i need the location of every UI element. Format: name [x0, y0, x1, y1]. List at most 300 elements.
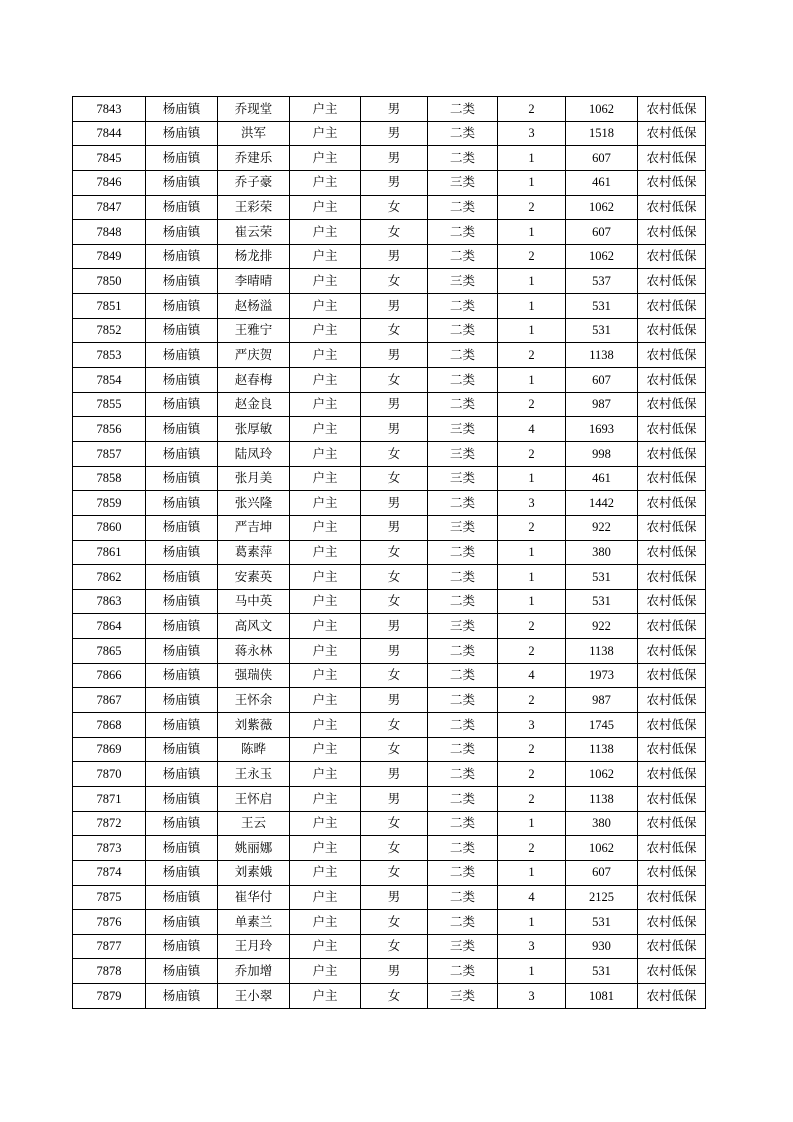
relation-cell: 户主 [290, 170, 361, 195]
record-number-cell: 7851 [73, 294, 146, 319]
gender-cell: 女 [361, 195, 428, 220]
name-cell: 乔子豪 [218, 170, 290, 195]
assistance-type-cell: 农村低保 [638, 417, 706, 442]
household-size-cell: 3 [498, 713, 566, 738]
table-row [73, 589, 706, 614]
name-cell: 赵金良 [218, 392, 290, 417]
relation-cell: 户主 [290, 860, 361, 885]
town-cell: 杨庙镇 [146, 195, 218, 220]
assistance-type-cell: 农村低保 [638, 244, 706, 269]
amount-cell: 1973 [566, 663, 638, 688]
name-cell: 乔建乐 [218, 146, 290, 171]
assistance-type-cell: 农村低保 [638, 220, 706, 245]
household-size-cell: 4 [498, 663, 566, 688]
gender-cell: 男 [361, 417, 428, 442]
amount-cell: 1062 [566, 97, 638, 122]
town-cell: 杨庙镇 [146, 639, 218, 664]
household-size-cell: 2 [498, 836, 566, 861]
town-cell: 杨庙镇 [146, 565, 218, 590]
amount-cell: 607 [566, 368, 638, 393]
relation-cell: 户主 [290, 811, 361, 836]
town-cell: 杨庙镇 [146, 121, 218, 146]
household-size-cell: 1 [498, 589, 566, 614]
town-cell: 杨庙镇 [146, 910, 218, 935]
amount-cell: 607 [566, 860, 638, 885]
amount-cell: 1138 [566, 737, 638, 762]
relation-cell: 户主 [290, 934, 361, 959]
town-cell: 杨庙镇 [146, 663, 218, 688]
gender-cell: 女 [361, 663, 428, 688]
name-cell: 蒋永林 [218, 639, 290, 664]
name-cell: 强瑞侠 [218, 663, 290, 688]
assistance-type-cell: 农村低保 [638, 589, 706, 614]
assistance-type-cell: 农村低保 [638, 269, 706, 294]
record-number-cell: 7873 [73, 836, 146, 861]
gender-cell: 女 [361, 220, 428, 245]
table-row [73, 934, 706, 959]
assistance-type-cell: 农村低保 [638, 368, 706, 393]
assistance-type-cell: 农村低保 [638, 491, 706, 516]
amount-cell: 531 [566, 318, 638, 343]
record-number-cell: 7879 [73, 984, 146, 1009]
category-cell: 二类 [428, 244, 498, 269]
table-row [73, 343, 706, 368]
gender-cell: 男 [361, 121, 428, 146]
household-size-cell: 1 [498, 811, 566, 836]
amount-cell: 380 [566, 811, 638, 836]
gender-cell: 女 [361, 984, 428, 1009]
assistance-type-cell: 农村低保 [638, 614, 706, 639]
gender-cell: 女 [361, 368, 428, 393]
household-size-cell: 1 [498, 540, 566, 565]
gender-cell: 女 [361, 318, 428, 343]
gender-cell: 男 [361, 688, 428, 713]
assistance-type-cell: 农村低保 [638, 294, 706, 319]
category-cell: 三类 [428, 269, 498, 294]
town-cell: 杨庙镇 [146, 688, 218, 713]
relation-cell: 户主 [290, 910, 361, 935]
name-cell: 崔云荣 [218, 220, 290, 245]
name-cell: 李晴晴 [218, 269, 290, 294]
amount-cell: 531 [566, 959, 638, 984]
household-size-cell: 2 [498, 97, 566, 122]
household-size-cell: 2 [498, 195, 566, 220]
town-cell: 杨庙镇 [146, 491, 218, 516]
household-size-cell: 2 [498, 392, 566, 417]
gender-cell: 女 [361, 910, 428, 935]
table-row [73, 639, 706, 664]
household-size-cell: 3 [498, 934, 566, 959]
category-cell: 三类 [428, 984, 498, 1009]
name-cell: 王彩荣 [218, 195, 290, 220]
assistance-type-cell: 农村低保 [638, 737, 706, 762]
town-cell: 杨庙镇 [146, 294, 218, 319]
amount-cell: 1745 [566, 713, 638, 738]
amount-cell: 1693 [566, 417, 638, 442]
relation-cell: 户主 [290, 220, 361, 245]
town-cell: 杨庙镇 [146, 713, 218, 738]
category-cell: 三类 [428, 466, 498, 491]
household-size-cell: 1 [498, 368, 566, 393]
relation-cell: 户主 [290, 466, 361, 491]
relation-cell: 户主 [290, 195, 361, 220]
amount-cell: 1442 [566, 491, 638, 516]
table-row [73, 417, 706, 442]
relation-cell: 户主 [290, 318, 361, 343]
amount-cell: 922 [566, 614, 638, 639]
table-row [73, 170, 706, 195]
record-number-cell: 7868 [73, 713, 146, 738]
household-size-cell: 2 [498, 762, 566, 787]
name-cell: 高风文 [218, 614, 290, 639]
category-cell: 二类 [428, 97, 498, 122]
record-number-cell: 7864 [73, 614, 146, 639]
table-row [73, 515, 706, 540]
relation-cell: 户主 [290, 294, 361, 319]
gender-cell: 男 [361, 244, 428, 269]
assistance-type-cell: 农村低保 [638, 984, 706, 1009]
assistance-type-cell: 农村低保 [638, 959, 706, 984]
household-size-cell: 1 [498, 959, 566, 984]
amount-cell: 380 [566, 540, 638, 565]
record-number-cell: 7845 [73, 146, 146, 171]
record-number-cell: 7848 [73, 220, 146, 245]
record-number-cell: 7866 [73, 663, 146, 688]
relation-cell: 户主 [290, 146, 361, 171]
record-number-cell: 7847 [73, 195, 146, 220]
category-cell: 二类 [428, 195, 498, 220]
category-cell: 二类 [428, 589, 498, 614]
town-cell: 杨庙镇 [146, 244, 218, 269]
household-size-cell: 1 [498, 294, 566, 319]
gender-cell: 女 [361, 269, 428, 294]
name-cell: 刘素娥 [218, 860, 290, 885]
record-number-cell: 7855 [73, 392, 146, 417]
household-size-cell: 1 [498, 466, 566, 491]
name-cell: 安素英 [218, 565, 290, 590]
amount-cell: 1138 [566, 343, 638, 368]
assistance-type-cell: 农村低保 [638, 713, 706, 738]
record-number-cell: 7874 [73, 860, 146, 885]
category-cell: 二类 [428, 762, 498, 787]
town-cell: 杨庙镇 [146, 97, 218, 122]
gender-cell: 男 [361, 491, 428, 516]
name-cell: 王小翠 [218, 984, 290, 1009]
name-cell: 赵春梅 [218, 368, 290, 393]
record-number-cell: 7871 [73, 786, 146, 811]
town-cell: 杨庙镇 [146, 392, 218, 417]
name-cell: 单素兰 [218, 910, 290, 935]
gender-cell: 男 [361, 294, 428, 319]
amount-cell: 461 [566, 466, 638, 491]
amount-cell: 998 [566, 441, 638, 466]
category-cell: 二类 [428, 121, 498, 146]
assistance-type-cell: 农村低保 [638, 343, 706, 368]
table-row [73, 762, 706, 787]
amount-cell: 1518 [566, 121, 638, 146]
assistance-type-cell: 农村低保 [638, 885, 706, 910]
assistance-type-cell: 农村低保 [638, 195, 706, 220]
town-cell: 杨庙镇 [146, 885, 218, 910]
category-cell: 二类 [428, 811, 498, 836]
category-cell: 二类 [428, 318, 498, 343]
relation-cell: 户主 [290, 762, 361, 787]
gender-cell: 女 [361, 466, 428, 491]
table-row [73, 984, 706, 1009]
table-row [73, 737, 706, 762]
category-cell: 二类 [428, 368, 498, 393]
record-number-cell: 7869 [73, 737, 146, 762]
amount-cell: 922 [566, 515, 638, 540]
town-cell: 杨庙镇 [146, 515, 218, 540]
table-row [73, 860, 706, 885]
assistance-type-cell: 农村低保 [638, 146, 706, 171]
name-cell: 崔华付 [218, 885, 290, 910]
town-cell: 杨庙镇 [146, 811, 218, 836]
town-cell: 杨庙镇 [146, 614, 218, 639]
category-cell: 三类 [428, 170, 498, 195]
town-cell: 杨庙镇 [146, 269, 218, 294]
record-number-cell: 7870 [73, 762, 146, 787]
table-row [73, 466, 706, 491]
gender-cell: 男 [361, 392, 428, 417]
gender-cell: 女 [361, 811, 428, 836]
household-size-cell: 3 [498, 491, 566, 516]
assistance-type-cell: 农村低保 [638, 540, 706, 565]
relation-cell: 户主 [290, 984, 361, 1009]
assistance-type-cell: 农村低保 [638, 170, 706, 195]
relation-cell: 户主 [290, 836, 361, 861]
relation-cell: 户主 [290, 663, 361, 688]
town-cell: 杨庙镇 [146, 540, 218, 565]
town-cell: 杨庙镇 [146, 343, 218, 368]
record-number-cell: 7859 [73, 491, 146, 516]
record-number-cell: 7877 [73, 934, 146, 959]
amount-cell: 531 [566, 589, 638, 614]
amount-cell: 531 [566, 294, 638, 319]
category-cell: 二类 [428, 392, 498, 417]
household-size-cell: 1 [498, 318, 566, 343]
record-number-cell: 7875 [73, 885, 146, 910]
name-cell: 王雅宁 [218, 318, 290, 343]
record-number-cell: 7857 [73, 441, 146, 466]
category-cell: 二类 [428, 688, 498, 713]
category-cell: 二类 [428, 910, 498, 935]
table-row [73, 269, 706, 294]
record-number-cell: 7863 [73, 589, 146, 614]
amount-cell: 461 [566, 170, 638, 195]
table-row [73, 885, 706, 910]
relation-cell: 户主 [290, 244, 361, 269]
gender-cell: 男 [361, 614, 428, 639]
town-cell: 杨庙镇 [146, 786, 218, 811]
town-cell: 杨庙镇 [146, 466, 218, 491]
table-row [73, 959, 706, 984]
town-cell: 杨庙镇 [146, 836, 218, 861]
table-row [73, 688, 706, 713]
table-row [73, 910, 706, 935]
town-cell: 杨庙镇 [146, 589, 218, 614]
assistance-type-cell: 农村低保 [638, 565, 706, 590]
name-cell: 杨龙排 [218, 244, 290, 269]
record-number-cell: 7872 [73, 811, 146, 836]
name-cell: 陈晔 [218, 737, 290, 762]
amount-cell: 537 [566, 269, 638, 294]
record-number-cell: 7876 [73, 910, 146, 935]
relation-cell: 户主 [290, 491, 361, 516]
category-cell: 二类 [428, 565, 498, 590]
record-number-cell: 7878 [73, 959, 146, 984]
category-cell: 二类 [428, 860, 498, 885]
household-size-cell: 1 [498, 170, 566, 195]
table-row [73, 811, 706, 836]
relation-cell: 户主 [290, 614, 361, 639]
relation-cell: 户主 [290, 441, 361, 466]
household-size-cell: 1 [498, 860, 566, 885]
table-row [73, 491, 706, 516]
table-row [73, 786, 706, 811]
gender-cell: 女 [361, 836, 428, 861]
gender-cell: 女 [361, 737, 428, 762]
record-number-cell: 7850 [73, 269, 146, 294]
table-row [73, 368, 706, 393]
amount-cell: 987 [566, 688, 638, 713]
record-number-cell: 7860 [73, 515, 146, 540]
assistance-type-cell: 农村低保 [638, 786, 706, 811]
amount-cell: 531 [566, 565, 638, 590]
relation-cell: 户主 [290, 392, 361, 417]
record-number-cell: 7844 [73, 121, 146, 146]
assistance-type-cell: 农村低保 [638, 910, 706, 935]
gender-cell: 男 [361, 639, 428, 664]
town-cell: 杨庙镇 [146, 737, 218, 762]
assistance-type-cell: 农村低保 [638, 811, 706, 836]
table-row [73, 565, 706, 590]
table-row [73, 836, 706, 861]
category-cell: 三类 [428, 515, 498, 540]
household-size-cell: 1 [498, 220, 566, 245]
category-cell: 三类 [428, 934, 498, 959]
category-cell: 二类 [428, 343, 498, 368]
name-cell: 陆凤玲 [218, 441, 290, 466]
household-size-cell: 2 [498, 343, 566, 368]
table-row [73, 146, 706, 171]
name-cell: 刘紫薇 [218, 713, 290, 738]
household-size-cell: 3 [498, 984, 566, 1009]
record-number-cell: 7849 [73, 244, 146, 269]
gender-cell: 男 [361, 515, 428, 540]
relation-cell: 户主 [290, 343, 361, 368]
gender-cell: 男 [361, 170, 428, 195]
relation-cell: 户主 [290, 959, 361, 984]
category-cell: 二类 [428, 540, 498, 565]
relation-cell: 户主 [290, 368, 361, 393]
table-row [73, 97, 706, 122]
household-size-cell: 3 [498, 121, 566, 146]
amount-cell: 1062 [566, 762, 638, 787]
assistance-roster-table [72, 96, 706, 1009]
amount-cell: 1081 [566, 984, 638, 1009]
record-number-cell: 7846 [73, 170, 146, 195]
record-number-cell: 7862 [73, 565, 146, 590]
relation-cell: 户主 [290, 417, 361, 442]
gender-cell: 男 [361, 146, 428, 171]
name-cell: 马中英 [218, 589, 290, 614]
relation-cell: 户主 [290, 688, 361, 713]
assistance-type-cell: 农村低保 [638, 466, 706, 491]
category-cell: 二类 [428, 491, 498, 516]
relation-cell: 户主 [290, 639, 361, 664]
town-cell: 杨庙镇 [146, 860, 218, 885]
town-cell: 杨庙镇 [146, 984, 218, 1009]
town-cell: 杨庙镇 [146, 417, 218, 442]
household-size-cell: 2 [498, 515, 566, 540]
name-cell: 洪军 [218, 121, 290, 146]
gender-cell: 男 [361, 97, 428, 122]
amount-cell: 607 [566, 220, 638, 245]
assistance-type-cell: 农村低保 [638, 121, 706, 146]
name-cell: 赵杨溢 [218, 294, 290, 319]
table-row [73, 614, 706, 639]
relation-cell: 户主 [290, 713, 361, 738]
name-cell: 王云 [218, 811, 290, 836]
category-cell: 二类 [428, 663, 498, 688]
record-number-cell: 7865 [73, 639, 146, 664]
gender-cell: 女 [361, 589, 428, 614]
record-number-cell: 7861 [73, 540, 146, 565]
amount-cell: 2125 [566, 885, 638, 910]
amount-cell: 1062 [566, 195, 638, 220]
town-cell: 杨庙镇 [146, 368, 218, 393]
table-row [73, 540, 706, 565]
category-cell: 二类 [428, 737, 498, 762]
name-cell: 乔现堂 [218, 97, 290, 122]
relation-cell: 户主 [290, 540, 361, 565]
amount-cell: 1138 [566, 786, 638, 811]
gender-cell: 女 [361, 934, 428, 959]
category-cell: 三类 [428, 441, 498, 466]
table-row [73, 195, 706, 220]
gender-cell: 男 [361, 762, 428, 787]
relation-cell: 户主 [290, 589, 361, 614]
record-number-cell: 7867 [73, 688, 146, 713]
town-cell: 杨庙镇 [146, 441, 218, 466]
amount-cell: 607 [566, 146, 638, 171]
category-cell: 二类 [428, 639, 498, 664]
town-cell: 杨庙镇 [146, 170, 218, 195]
assistance-type-cell: 农村低保 [638, 836, 706, 861]
assistance-type-cell: 农村低保 [638, 515, 706, 540]
assistance-type-cell: 农村低保 [638, 97, 706, 122]
table-row [73, 441, 706, 466]
household-size-cell: 2 [498, 614, 566, 639]
name-cell: 王怀余 [218, 688, 290, 713]
category-cell: 二类 [428, 294, 498, 319]
assistance-type-cell: 农村低保 [638, 392, 706, 417]
table-row [73, 121, 706, 146]
relation-cell: 户主 [290, 885, 361, 910]
assistance-type-cell: 农村低保 [638, 441, 706, 466]
assistance-type-cell: 农村低保 [638, 934, 706, 959]
household-size-cell: 4 [498, 885, 566, 910]
amount-cell: 531 [566, 910, 638, 935]
name-cell: 张厚敏 [218, 417, 290, 442]
category-cell: 三类 [428, 614, 498, 639]
town-cell: 杨庙镇 [146, 934, 218, 959]
amount-cell: 930 [566, 934, 638, 959]
assistance-type-cell: 农村低保 [638, 318, 706, 343]
name-cell: 王永玉 [218, 762, 290, 787]
